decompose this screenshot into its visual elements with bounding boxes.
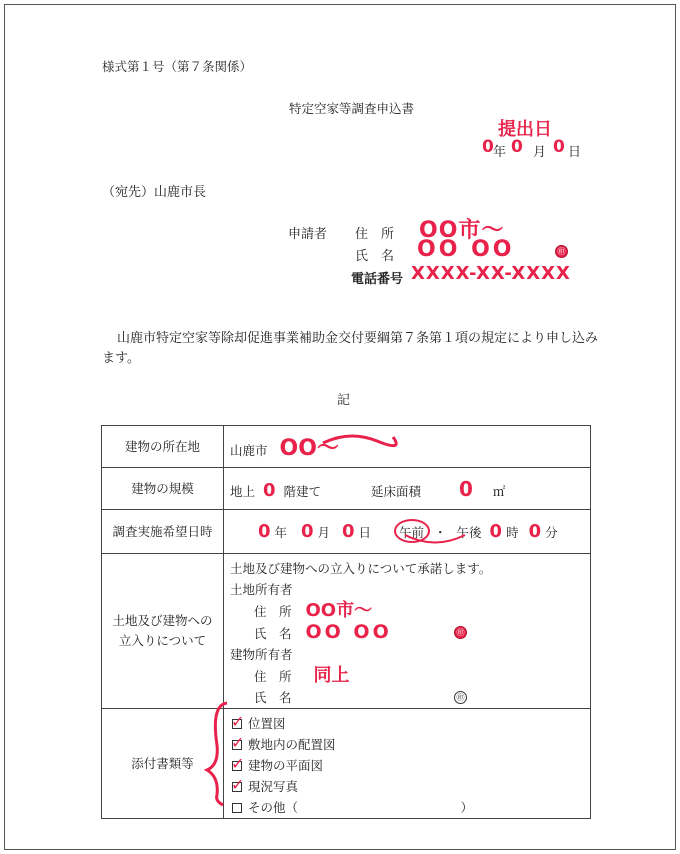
location-value: OO～ <box>279 436 339 461</box>
location-label: 建物の所在地 <box>102 426 224 468</box>
building-owner-seal-icon: ㊞ <box>454 691 467 704</box>
survey-day-label: 日 <box>358 525 372 540</box>
application-table <box>101 425 591 819</box>
applicant-label: 申請者 <box>288 227 328 242</box>
location-cell <box>224 426 591 468</box>
survey-year-label: 年 <box>274 525 288 540</box>
building-owner-address-label: 住 所 <box>254 669 292 684</box>
row-location <box>102 426 591 468</box>
applicant-address-label: 住 所 <box>355 227 395 242</box>
date-month-label: 月 <box>533 145 547 160</box>
body-text-line2: ます。 <box>102 351 140 366</box>
survey-hour-label: 時 <box>506 525 519 540</box>
survey-date-cell <box>224 510 591 554</box>
date-year-label: 年 <box>493 145 507 160</box>
ki-heading: 記 <box>337 393 351 408</box>
entry-label-line2: 立入りについて <box>118 633 207 648</box>
row-survey-date <box>102 510 591 554</box>
land-owner-seal-icon: ㊞ <box>454 626 467 639</box>
floor-area-label: 延床面積 <box>371 483 422 499</box>
floors-value: 0 <box>263 479 276 501</box>
building-owner-name-label: 氏 名 <box>254 690 292 705</box>
entry-consent-text: 土地及び建物への立入りについて承諾します。 <box>230 561 492 576</box>
land-owner-heading: 土地所有者 <box>230 582 293 597</box>
above-ground-label: 地上 <box>230 483 256 499</box>
applicant-name-label: 氏 名 <box>355 249 395 264</box>
land-owner-address-row <box>230 600 590 622</box>
date-day-value: 0 <box>553 137 565 157</box>
submission-date-annotation: 提出日 <box>498 119 552 140</box>
attachment-item-label: 現況写真 <box>248 779 299 794</box>
body-text-line1: 山鹿市特定空家等除却促進事業補助金交付要綱第７条第１項の規定により申し込み <box>117 331 599 346</box>
attachment-item[interactable] <box>232 797 590 818</box>
check-mark-icon: ✓ <box>231 775 245 794</box>
attachments-label: 添付書類等 <box>102 709 224 819</box>
building-owner-address-value: 同上 <box>313 665 350 686</box>
row-attachments <box>102 709 591 819</box>
survey-month-label: 月 <box>317 525 331 540</box>
applicant-phone-value: XXXX-XX-XXXX <box>411 263 571 284</box>
scale-cell <box>224 468 591 510</box>
am-pm-separator: ・ <box>434 525 447 540</box>
checkbox-icon[interactable] <box>231 754 245 773</box>
addressee: （宛先）山鹿市長 <box>102 185 207 200</box>
applicant-seal-icon: ㊞ <box>555 245 568 258</box>
floor-area-unit: ㎡ <box>492 483 506 499</box>
survey-year-value: 0 <box>258 521 271 542</box>
date-day-label: 日 <box>568 145 582 160</box>
land-owner-address-value: OO市～ <box>305 600 373 621</box>
survey-minute-label: 分 <box>545 525 558 540</box>
floors-unit: 階建て <box>283 483 322 499</box>
entry-label <box>102 554 224 709</box>
attachment-item-label: 建物の平面図 <box>248 758 324 773</box>
am-label: 午前 <box>399 525 425 540</box>
building-owner-name-row <box>230 687 590 708</box>
row-scale <box>102 468 591 510</box>
building-owner-heading: 建物所有者 <box>230 647 293 662</box>
check-mark-icon: ✓ <box>231 754 245 773</box>
attachment-item[interactable] <box>232 734 590 755</box>
land-owner-name-label: 氏 名 <box>254 626 292 641</box>
applicant-name-value: OO OO <box>417 237 515 262</box>
am-option <box>399 525 428 540</box>
am-circle-mark <box>394 519 430 543</box>
check-mark-icon: ✓ <box>231 712 245 731</box>
checkbox-icon[interactable] <box>231 733 245 752</box>
date-month-value: 0 <box>511 137 523 157</box>
attachment-item-label: 敷地内の配置図 <box>248 737 336 752</box>
scale-label: 建物の規模 <box>102 468 224 510</box>
attachment-item[interactable] <box>232 776 590 797</box>
floor-area-value: 0 <box>459 476 473 501</box>
survey-date-label: 調査実施希望日時 <box>102 510 224 554</box>
pm-label: 午後 <box>456 525 482 540</box>
survey-minute-value: 0 <box>528 521 542 542</box>
attachment-item-label: その他（ ） <box>248 800 474 815</box>
attachment-item-label: 位置図 <box>248 716 286 731</box>
survey-month-value: 0 <box>301 521 314 542</box>
check-mark-icon: ✓ <box>231 733 245 752</box>
checkbox-icon[interactable] <box>232 803 242 813</box>
entry-cell <box>224 554 591 709</box>
land-owner-name-value: OO OO <box>305 621 392 643</box>
checkbox-icon[interactable] <box>231 712 245 731</box>
attachment-item[interactable] <box>232 755 590 776</box>
land-owner-address-label: 住 所 <box>254 604 292 619</box>
applicant-phone-label: 電話番号 <box>351 272 404 287</box>
document-page <box>4 4 676 850</box>
attachments-cell <box>224 709 591 819</box>
date-year-value: 0 <box>482 137 494 157</box>
row-entry <box>102 554 591 709</box>
survey-day-value: 0 <box>342 521 355 542</box>
building-owner-address-row <box>230 665 590 687</box>
checkbox-icon[interactable] <box>231 775 245 794</box>
survey-hour-value: 0 <box>489 521 503 542</box>
location-prefix: 山鹿市 <box>230 443 268 458</box>
form-number: 様式第１号（第７条関係） <box>102 59 253 74</box>
entry-label-line1: 土地及び建物への <box>112 613 213 628</box>
form-title: 特定空家等調査申込書 <box>289 101 415 116</box>
attachment-item[interactable] <box>232 713 590 734</box>
applicant-address-value: OO市～ <box>419 218 505 243</box>
land-owner-name-row <box>230 622 590 644</box>
